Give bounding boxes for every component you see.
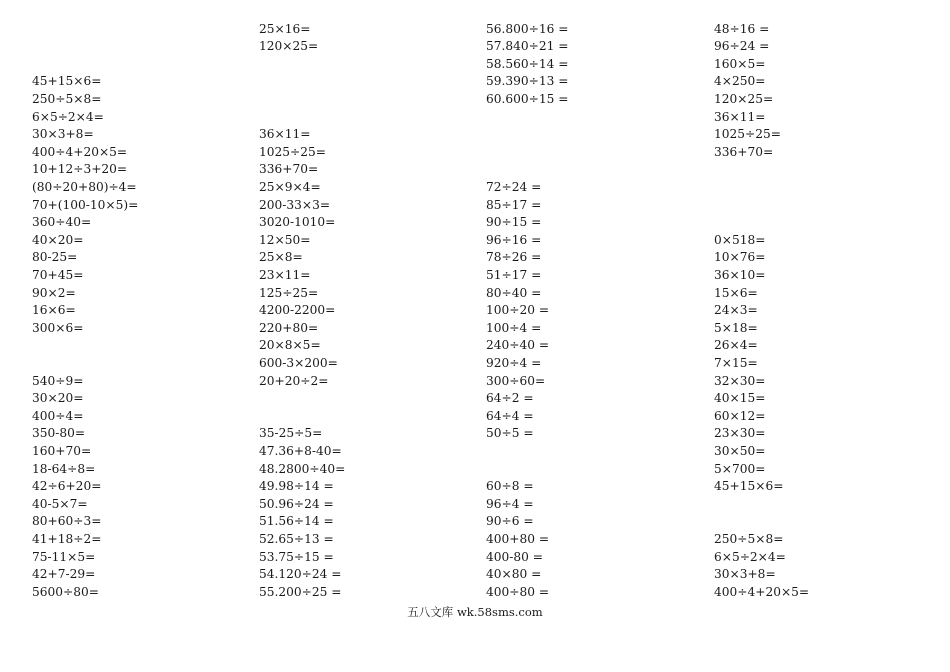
math-exercise: 250÷5×8= — [32, 91, 102, 106]
math-exercise: 26×4= — [714, 338, 758, 353]
math-exercise: 6×5÷2×4= — [714, 549, 786, 564]
math-exercise: 51÷17 = — [486, 267, 542, 282]
math-exercise: 96÷16 = — [486, 232, 542, 247]
math-exercise: 23×30= — [714, 426, 766, 441]
math-exercise: 70+(100-10×5)= — [32, 197, 139, 212]
math-exercise: (80÷20+80)÷4= — [32, 179, 137, 194]
math-exercise: 40-5×7= — [32, 496, 88, 511]
math-exercise: 40×80 = — [486, 567, 542, 582]
math-exercise: 90×2= — [32, 285, 76, 300]
page-footer-watermark: 五八文库 wk.58sms.com — [407, 605, 543, 619]
math-exercise: 30×50= — [714, 443, 766, 458]
math-exercise: 64÷2 = — [486, 391, 534, 406]
math-exercise: 540÷9= — [32, 373, 84, 388]
math-exercise: 54.120÷24 = — [259, 567, 342, 582]
math-exercise: 5600÷80= — [32, 584, 99, 599]
math-exercise: 160×5= — [714, 56, 766, 71]
math-exercise: 32×30= — [714, 373, 766, 388]
math-exercise: 920÷4 = — [486, 355, 542, 370]
math-exercise: 25×9×4= — [259, 179, 321, 194]
math-exercise: 85÷17 = — [486, 197, 542, 212]
math-exercise: 4×250= — [714, 74, 766, 89]
math-exercise: 15×6= — [714, 285, 758, 300]
math-exercise: 5×700= — [714, 461, 766, 476]
math-exercise: 53.75÷15 = — [259, 549, 334, 564]
math-exercise: 35-25÷5= — [259, 426, 323, 441]
math-exercise: 50.96÷24 = — [259, 496, 334, 511]
math-exercise: 41+18÷2= — [32, 531, 102, 546]
math-exercise: 400÷80 = — [486, 584, 550, 599]
math-exercise: 6×5÷2×4= — [32, 109, 104, 124]
math-exercise: 0×518= — [714, 232, 766, 247]
math-exercise: 250÷5×8= — [714, 531, 784, 546]
math-exercise: 58.560÷14 = — [486, 56, 569, 71]
math-exercise: 60÷8 = — [486, 479, 534, 494]
math-exercise: 75-11×5= — [32, 549, 96, 564]
math-exercise: 48÷16 = — [714, 21, 770, 36]
math-exercise: 55.200÷25 = — [259, 584, 342, 599]
math-exercise: 90÷15 = — [486, 215, 542, 230]
math-exercise: 300÷60= — [486, 373, 546, 388]
math-exercise: 30×20= — [32, 391, 84, 406]
math-exercise: 45+15×6= — [32, 74, 102, 89]
math-exercise: 80÷40 = — [486, 285, 542, 300]
math-exercise: 30×3+8= — [32, 127, 94, 142]
math-exercise: 36×10= — [714, 267, 766, 282]
math-exercise: 360÷40= — [32, 215, 92, 230]
math-exercise: 59.390÷13 = — [486, 74, 569, 89]
math-exercise: 120×25= — [714, 91, 774, 106]
math-exercise: 40×20= — [32, 232, 84, 247]
math-exercise: 336+70= — [259, 162, 319, 177]
math-exercise: 36×11= — [259, 127, 311, 142]
math-exercise: 125÷25= — [259, 285, 319, 300]
math-exercise: 20+20÷2= — [259, 373, 329, 388]
math-exercise: 5×18= — [714, 320, 758, 335]
math-exercise: 100÷20 = — [486, 303, 550, 318]
math-exercise: 78÷26 = — [486, 250, 542, 265]
math-exercise: 40×15= — [714, 391, 766, 406]
math-exercise: 400-80 = — [486, 549, 543, 564]
math-exercise: 70+45= — [32, 267, 84, 282]
math-exercise: 10+12÷3+20= — [32, 162, 128, 177]
math-exercise: 80+60÷3= — [32, 514, 102, 529]
math-exercise: 36×11= — [714, 109, 766, 124]
math-exercise: 51.56÷14 = — [259, 514, 334, 529]
math-exercise: 100÷4 = — [486, 320, 542, 335]
math-exercise: 72÷24 = — [486, 179, 542, 194]
math-exercise: 1025÷25= — [714, 127, 781, 142]
math-exercise: 24×3= — [714, 303, 758, 318]
math-exercise: 7×15= — [714, 355, 758, 370]
math-exercise: 30×3+8= — [714, 567, 776, 582]
math-exercise: 57.840÷21 = — [486, 39, 569, 54]
math-exercise: 47.36+8-40= — [259, 443, 342, 458]
math-exercise: 240÷40 = — [486, 338, 550, 353]
math-exercise: 200-33×3= — [259, 197, 331, 212]
math-exercise: 400÷4+20×5= — [714, 584, 810, 599]
math-exercise: 160+70= — [32, 443, 92, 458]
math-exercise: 4200-2200= — [259, 303, 336, 318]
math-exercise: 120×25= — [259, 39, 319, 54]
math-exercise: 300×6= — [32, 320, 84, 335]
math-exercise: 96÷4 = — [486, 496, 534, 511]
math-exercise: 64÷4 = — [486, 408, 534, 423]
math-exercise: 45+15×6= — [714, 479, 784, 494]
math-exercise: 350-80= — [32, 426, 86, 441]
math-exercise: 90÷6 = — [486, 514, 534, 529]
math-exercise: 400÷4= — [32, 408, 84, 423]
math-exercise: 42÷6+20= — [32, 479, 102, 494]
math-exercise: 50÷5 = — [486, 426, 534, 441]
math-exercise: 80-25= — [32, 250, 78, 265]
math-exercise: 336+70= — [714, 144, 774, 159]
math-exercise: 60×12= — [714, 408, 766, 423]
math-exercise: 16×6= — [32, 303, 76, 318]
math-exercise: 220+80= — [259, 320, 319, 335]
math-exercise: 400+80 = — [486, 531, 550, 546]
math-exercise: 60.600÷15 = — [486, 91, 569, 106]
math-exercise: 18-64÷8= — [32, 461, 96, 476]
math-exercise: 96÷24 = — [714, 39, 770, 54]
math-exercise: 400÷4+20×5= — [32, 144, 128, 159]
math-exercise: 25×8= — [259, 250, 303, 265]
math-exercise: 20×8×5= — [259, 338, 321, 353]
math-exercise: 25×16= — [259, 21, 311, 36]
math-exercise: 10×76= — [714, 250, 766, 265]
math-exercise: 52.65÷13 = — [259, 531, 334, 546]
math-exercise: 600-3×200= — [259, 355, 338, 370]
math-exercise: 3020-1010= — [259, 215, 336, 230]
math-exercise: 23×11= — [259, 267, 311, 282]
math-exercise: 56.800÷16 = — [486, 21, 569, 36]
math-exercise: 42+7-29= — [32, 567, 96, 582]
math-exercise: 12×50= — [259, 232, 311, 247]
math-exercise: 49.98÷14 = — [259, 479, 334, 494]
math-exercise: 48.2800÷40= — [259, 461, 346, 476]
math-exercise: 1025÷25= — [259, 144, 326, 159]
